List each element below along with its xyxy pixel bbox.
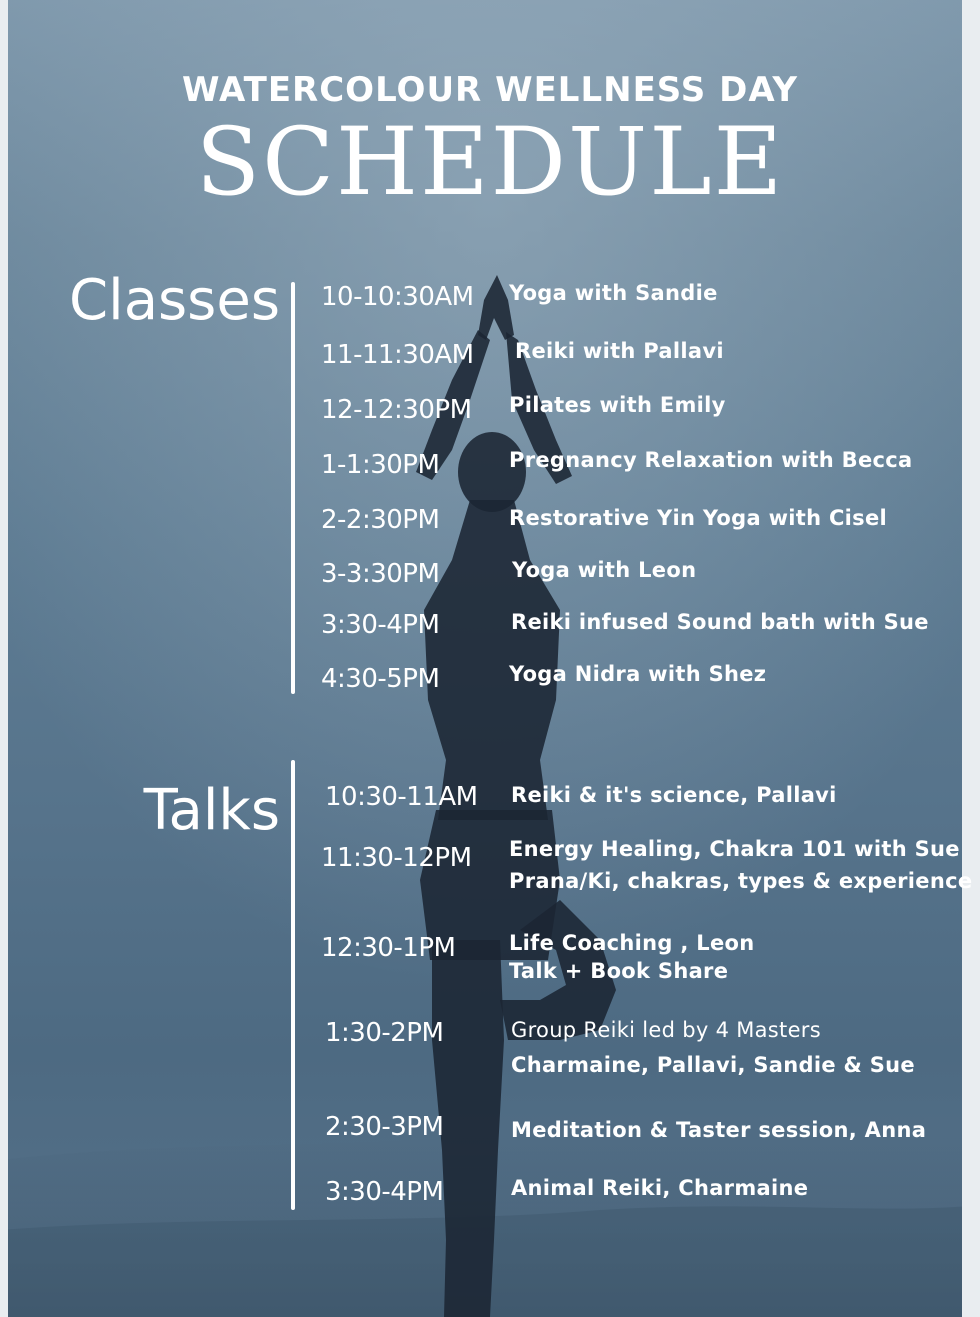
talk-time: 12:30-1PM (321, 933, 456, 963)
talk-time: 2:30-3PM (325, 1112, 444, 1142)
class-activity: Yoga Nidra with Shez (509, 662, 767, 686)
class-activity: Pregnancy Relaxation with Becca (509, 448, 913, 472)
talk-time: 11:30-12PM (321, 843, 472, 873)
talk-activity: Meditation & Taster session, Anna (511, 1118, 927, 1142)
talk-time: 3:30-4PM (325, 1177, 444, 1207)
class-activity: Pilates with Emily (509, 393, 726, 417)
talk-detail: Charmaine, Pallavi, Sandie & Sue (511, 1053, 915, 1077)
talk-activity (511, 1013, 915, 1083)
class-activity: Yoga with Leon (512, 558, 697, 582)
class-time: 3:30-4PM (321, 610, 440, 640)
talk-title: Group Reiki led by 4 Masters (511, 1018, 821, 1042)
class-time: 10-10:30AM (321, 282, 474, 312)
class-activity: Reiki with Pallavi (515, 339, 724, 363)
classes-divider (291, 282, 295, 694)
page-title: SCHEDULE (195, 108, 785, 217)
talk-time: 1:30-2PM (325, 1018, 444, 1048)
class-activity: Reiki infused Sound bath with Sue (511, 610, 929, 634)
talk-title: Life Coaching , Leon (509, 931, 755, 955)
talk-activity (509, 929, 754, 985)
class-activity: Yoga with Sandie (509, 281, 718, 305)
talk-detail: Prana/Ki, chakras, types & experience (509, 869, 973, 893)
talk-time: 10:30-11AM (325, 782, 478, 812)
talk-activity: Reiki & it's science, Pallavi (511, 783, 837, 807)
class-time: 11-11:30AM (321, 340, 474, 370)
class-activity: Restorative Yin Yoga with Cisel (509, 506, 888, 530)
class-time: 2-2:30PM (321, 505, 440, 535)
event-name: WATERCOLOUR WELLNESS DAY (181, 70, 798, 110)
talks-divider (291, 760, 295, 1210)
talk-activity: Animal Reiki, Charmaine (511, 1176, 809, 1200)
class-time: 1-1:30PM (321, 450, 440, 480)
classes-heading: Classes (69, 268, 280, 333)
talk-detail: Talk + Book Share (509, 959, 729, 983)
talk-activity (509, 833, 972, 897)
talk-title: Energy Healing, Chakra 101 with Sue (509, 837, 960, 861)
class-time: 4:30-5PM (321, 664, 440, 694)
class-time: 3-3:30PM (321, 559, 440, 589)
class-time: 12-12:30PM (321, 395, 472, 425)
talks-heading: Talks (143, 778, 280, 843)
